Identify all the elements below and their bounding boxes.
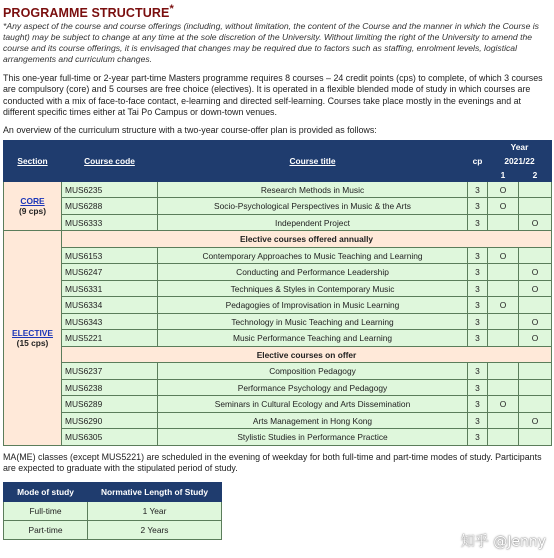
intro-paragraph: This one-year full-time or 2-year part-time Masters programme requires 8 courses – 24 credit points (cps) to complete, of which 3 courses are compulsory (core) and 5 courses are free choice (electives). It is operated in a flexible blended mode of study in which courses are conducted with a mix of face-to-face contact, e-learning and directed self-learning. Courses take place mostly in the evenings and at different specific times either at Tai Po Campus or down-town venues. bbox=[3, 73, 543, 117]
header-course-title: Course title bbox=[158, 140, 468, 181]
year-2-offer bbox=[519, 429, 552, 446]
table-row bbox=[4, 396, 552, 413]
course-title: Music Performance Teaching and Learning bbox=[158, 330, 468, 347]
table-row bbox=[4, 247, 552, 264]
curriculum-table bbox=[3, 140, 552, 446]
header-year-1: 1 bbox=[488, 168, 519, 181]
course-cp: 3 bbox=[468, 247, 488, 264]
year-1-offer: O bbox=[488, 198, 519, 215]
course-cp: 3 bbox=[468, 297, 488, 314]
disclaimer-text: *Any aspect of the course and course offerings (including, without limitation, the content of the Course and the manner in which the Course is taught) may be subject to change at any time at the sole discretion of the University. Without limiting the right of the University to amend the course and its course offerings, it is envisaged that changes may be required due to factors such as staffing, enrolment levels, logistical arrangements and curriculum changes. bbox=[3, 21, 539, 65]
year-1-offer: O bbox=[488, 181, 519, 198]
header-course-code: Course code bbox=[62, 140, 158, 181]
year-2-offer bbox=[519, 247, 552, 264]
elective-banner-row bbox=[4, 346, 552, 363]
course-cp: 3 bbox=[468, 280, 488, 297]
section-elective bbox=[4, 231, 62, 446]
course-title: Seminars in Cultural Ecology and Arts Dissemination bbox=[158, 396, 468, 413]
course-cp: 3 bbox=[468, 313, 488, 330]
course-title: Research Methods in Music bbox=[158, 181, 468, 198]
overview-text: An overview of the curriculum structure with a two-year course-offer plan is provided as follows: bbox=[3, 124, 377, 135]
course-cp: 3 bbox=[468, 214, 488, 231]
year-2-offer bbox=[519, 379, 552, 396]
section-cps: (9 cps) bbox=[19, 206, 46, 217]
table-row bbox=[4, 198, 552, 215]
year-1-offer bbox=[488, 379, 519, 396]
course-code: MUS6238 bbox=[62, 379, 158, 396]
table-row bbox=[4, 363, 552, 380]
year-2-offer: O bbox=[519, 313, 552, 330]
section-core bbox=[4, 181, 62, 231]
course-code: MUS6235 bbox=[62, 181, 158, 198]
schedule-note: MA(ME) classes (except MUS5221) are scheduled in the evening of weekday for both full-time and part-time modes of study. Participants are expected to graduate with the stipulated period of study. bbox=[3, 451, 542, 474]
section-link-elective[interactable]: ELECTIVE bbox=[12, 328, 53, 339]
year-1-offer: O bbox=[488, 297, 519, 314]
year-2-offer: O bbox=[519, 214, 552, 231]
elective-banner: Elective courses offered annually bbox=[62, 231, 552, 248]
course-title: Arts Management in Hong Kong bbox=[158, 412, 468, 429]
header-year-range: 2021/22 bbox=[488, 154, 552, 168]
mode-name: Part-time bbox=[4, 521, 88, 540]
year-1-offer bbox=[488, 264, 519, 281]
course-code: MUS6334 bbox=[62, 297, 158, 314]
course-code: MUS6331 bbox=[62, 280, 158, 297]
course-cp: 3 bbox=[468, 330, 488, 347]
mode-length: 1 Year bbox=[88, 502, 222, 521]
mode-name: Full-time bbox=[4, 502, 88, 521]
course-code: MUS6290 bbox=[62, 412, 158, 429]
year-2-offer bbox=[519, 198, 552, 215]
table-row bbox=[4, 181, 552, 198]
course-title: Contemporary Approaches to Music Teaching and Learning bbox=[158, 247, 468, 264]
course-cp: 3 bbox=[468, 379, 488, 396]
header-section: Section bbox=[4, 140, 62, 181]
header-length: Normative Length of Study bbox=[88, 483, 222, 502]
year-2-offer: O bbox=[519, 264, 552, 281]
table-row bbox=[4, 297, 552, 314]
year-2-offer bbox=[519, 363, 552, 380]
course-title: Stylistic Studies in Performance Practice bbox=[158, 429, 468, 446]
course-cp: 3 bbox=[468, 363, 488, 380]
table-row bbox=[4, 264, 552, 281]
section-cps: (15 cps) bbox=[16, 338, 49, 349]
course-code: MUS6289 bbox=[62, 396, 158, 413]
course-cp: 3 bbox=[468, 198, 488, 215]
header-cp: cp bbox=[468, 140, 488, 181]
course-code: MUS6333 bbox=[62, 214, 158, 231]
course-title: Pedagogies of Improvisation in Music Learning bbox=[158, 297, 468, 314]
course-title: Independent Project bbox=[158, 214, 468, 231]
year-2-offer: O bbox=[519, 330, 552, 347]
header-year: Year bbox=[488, 140, 552, 154]
table-row bbox=[4, 412, 552, 429]
course-cp: 3 bbox=[468, 396, 488, 413]
course-title: Socio-Psychological Perspectives in Music & the Arts bbox=[158, 198, 468, 215]
course-title: Composition Pedagogy bbox=[158, 363, 468, 380]
course-title: Technology in Music Teaching and Learning bbox=[158, 313, 468, 330]
mode-length: 2 Years bbox=[88, 521, 222, 540]
course-code: MUS6237 bbox=[62, 363, 158, 380]
year-2-offer: O bbox=[519, 412, 552, 429]
course-cp: 3 bbox=[468, 429, 488, 446]
course-cp: 3 bbox=[468, 264, 488, 281]
mode-of-study-table bbox=[3, 482, 222, 540]
year-1-offer bbox=[488, 429, 519, 446]
watermark: 知乎 @Jenny bbox=[460, 534, 546, 550]
year-2-offer bbox=[519, 297, 552, 314]
course-cp: 3 bbox=[468, 412, 488, 429]
table-row bbox=[4, 379, 552, 396]
table-row bbox=[4, 502, 222, 521]
course-title: Performance Psychology and Pedagogy bbox=[158, 379, 468, 396]
page-title: PROGRAMME STRUCTURE* bbox=[3, 3, 174, 21]
table-row bbox=[4, 429, 552, 446]
course-code: MUS6305 bbox=[62, 429, 158, 446]
header-mode: Mode of study bbox=[4, 483, 88, 502]
course-code: MUS5221 bbox=[62, 330, 158, 347]
header-year-2: 2 bbox=[519, 168, 552, 181]
table-row bbox=[4, 280, 552, 297]
section-link-core[interactable]: CORE bbox=[20, 196, 45, 207]
course-cp: 3 bbox=[468, 181, 488, 198]
course-code: MUS6247 bbox=[62, 264, 158, 281]
table-row bbox=[4, 313, 552, 330]
year-1-offer bbox=[488, 280, 519, 297]
table-row bbox=[4, 330, 552, 347]
year-1-offer bbox=[488, 330, 519, 347]
year-1-offer bbox=[488, 313, 519, 330]
year-2-offer bbox=[519, 181, 552, 198]
course-title: Techniques & Styles in Contemporary Music bbox=[158, 280, 468, 297]
year-1-offer: O bbox=[488, 247, 519, 264]
course-title: Conducting and Performance Leadership bbox=[158, 264, 468, 281]
course-code: MUS6343 bbox=[62, 313, 158, 330]
course-code: MUS6153 bbox=[62, 247, 158, 264]
table-row bbox=[4, 214, 552, 231]
year-1-offer bbox=[488, 214, 519, 231]
elective-banner: Elective courses on offer bbox=[62, 346, 552, 363]
year-1-offer bbox=[488, 412, 519, 429]
year-2-offer bbox=[519, 396, 552, 413]
course-code: MUS6288 bbox=[62, 198, 158, 215]
year-2-offer: O bbox=[519, 280, 552, 297]
elective-banner-row bbox=[4, 231, 552, 248]
year-1-offer bbox=[488, 363, 519, 380]
table-row bbox=[4, 521, 222, 540]
year-1-offer: O bbox=[488, 396, 519, 413]
